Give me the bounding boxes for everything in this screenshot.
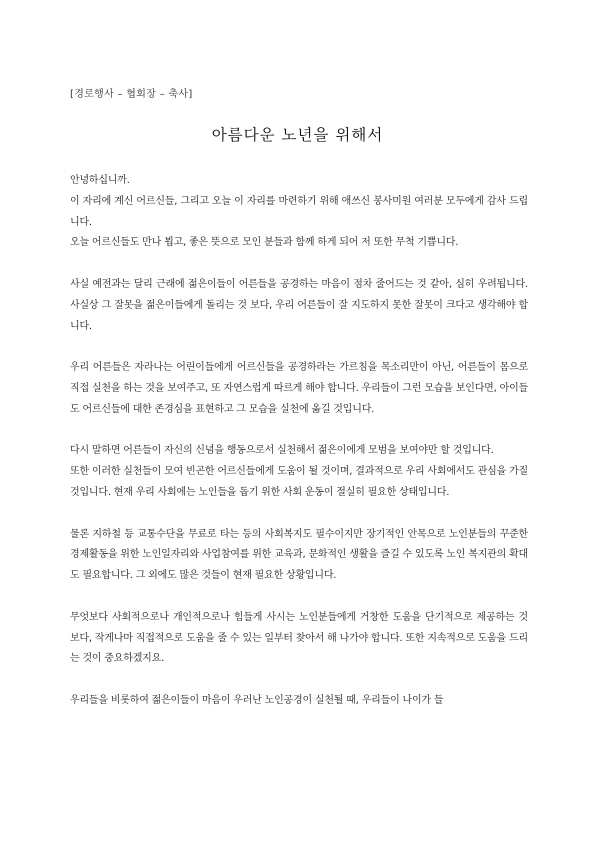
paragraph-text: 오늘 어르신들도 만나 뵙고, 좋은 뜻으로 모인 분들과 함께 하게 되어 저 또한 무척 기쁩니다. bbox=[70, 237, 459, 249]
paragraph-text: 안녕하십니까. bbox=[70, 175, 130, 186]
event-category-tag: [경로행사 – 협회장 – 축사] bbox=[70, 89, 193, 100]
paragraph-text: 우리들을 비롯하여 젊은이들이 마음이 우러난 노인공경이 실천될 때, 우리들이 나이가 들 bbox=[70, 694, 444, 706]
paragraph-text: 무엇보다 사회적으로나 개인적으로나 힘들게 사시는 노인분들에게 거창한 도움을 단기적으로 제공하는 것 보다, 작게나마 직접적으로 도움을 줄 수 있는 일부터 찾아서 해 나가야 합니다. 또한 지속적으로 도움을 드리는 것이 중요하겠지요. bbox=[70, 611, 528, 665]
paragraph-text: 우리 어른들은 자라나는 어린이들에게 어르신들을 공경하라는 가르침을 목소리만이 아닌, 어른들이 몸으로 직접 실천을 하는 것을 보여주고, 또 자연스럽게 따르게 해야 합니다. 우리들이 그런 모습을 보인다면, 아이들도 어르신들에 대한 존경심을 표현하고 그 모습을 실천에 옮길 것입니다. bbox=[70, 362, 528, 415]
speech-paragraph bbox=[70, 691, 528, 712]
paragraph-text: 이 자리에 계신 어르신들, 그리고 오늘 이 자리를 마련하기 위해 애쓰신 봉사미원 여러분 모두에게 감사 드립니다. bbox=[70, 195, 528, 228]
speech-paragraph bbox=[70, 608, 528, 670]
speech-paragraph bbox=[70, 275, 528, 337]
speech-paragraph bbox=[70, 358, 528, 420]
paragraph-text: 다시 말하면 어른들이 자신의 신념을 행동으로서 실천해서 젊은이에게 모범을 보여야만 할 것입니다. bbox=[70, 445, 494, 457]
speech-title: 아름다운 노년을 위해서 bbox=[211, 126, 384, 144]
speech-body bbox=[70, 171, 528, 733]
paragraph-text: 물론 지하철 등 교통수단을 무료로 타는 등의 사회복지도 필수이지만 장기적인 안목으로 노인분들의 꾸준한 경제활동을 위한 노인일자리와 사업참여를 위한 교육과, 문화적인 생활을 즐길 수 있도록 노인 복지관의 확대도 필요합니다. 그 외에도 많은 것들이 현재 필요한 상황입니다. bbox=[70, 528, 528, 582]
speech-paragraph bbox=[70, 171, 528, 254]
speech-paragraph bbox=[70, 525, 528, 587]
paragraph-text: 사실 예전과는 달리 근래에 젊은이들이 어른들을 공경하는 마음이 점차 줄어드는 것 같아, 심히 우려됩니다. 사실상 그 잘못을 젊은이들에게 돌리는 것 보다, 우리 어른들이 잘 지도하지 못한 잘못이 크다고 생각해야 합니다. bbox=[70, 278, 528, 332]
paragraph-text: 또한 이러한 실천들이 모여 빈곤한 어르신들에게 도움이 될 것이며, 결과적으로 우리 사회에서도 관심을 가질 것입니다. 현재 우리 사회에는 노인들을 돕기 위한 사회 운동이 절실히 필요한 상태입니다. bbox=[70, 466, 528, 498]
speech-paragraph bbox=[70, 441, 528, 503]
